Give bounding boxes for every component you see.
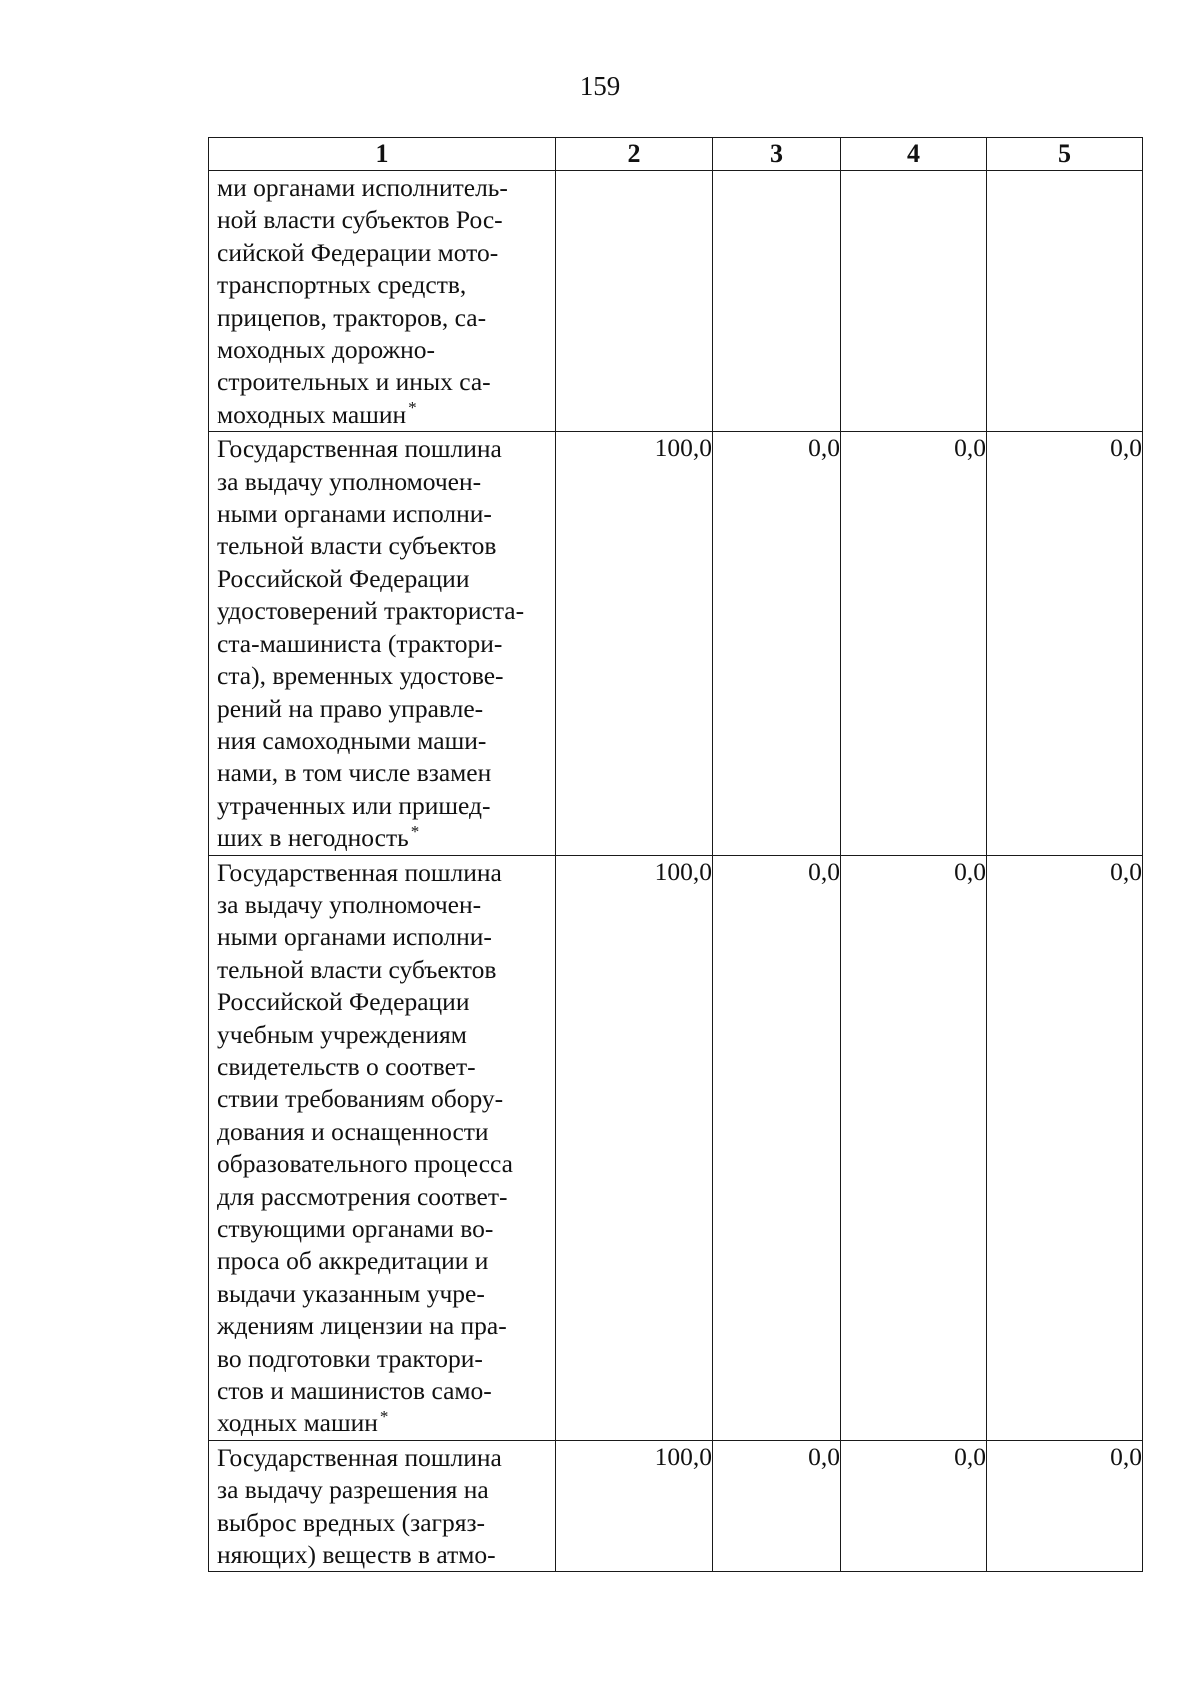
table-row <box>209 432 1143 855</box>
table-body <box>209 171 1143 1572</box>
description-line <box>217 1442 551 1474</box>
description-line <box>217 628 551 660</box>
description-line <box>217 660 551 692</box>
value-cell-col2 <box>556 171 713 432</box>
description-line <box>217 857 551 889</box>
description-line <box>217 466 551 498</box>
description-line <box>217 1019 551 1051</box>
description-line <box>217 1407 551 1439</box>
description-line-text: моходных машин <box>217 399 407 429</box>
table-header-row <box>209 138 1143 171</box>
description-line <box>217 1375 551 1407</box>
column-header-2: 2 <box>556 138 713 171</box>
description-line <box>217 954 551 986</box>
description-line <box>217 1343 551 1375</box>
value-cell-col5: 0,0 <box>987 432 1143 855</box>
footnote-mark: * <box>379 1406 389 1426</box>
description-line-text: ствующими органами во- <box>217 1214 494 1243</box>
column-header-4: 4 <box>841 138 987 171</box>
description-line <box>217 563 551 595</box>
row-description <box>209 171 555 431</box>
description-line-text: ния самоходными маши- <box>217 725 487 755</box>
description-line-text: ста), временных удостове- <box>217 661 504 691</box>
column-header-3: 3 <box>713 138 841 171</box>
description-line-text: ста-машиниста (трактори- <box>217 628 503 658</box>
description-line-text: строительных и иных са- <box>217 367 491 397</box>
description-line-text: Государственная пошлина <box>217 434 502 464</box>
description-line-text: нами, в том числе взамен <box>217 758 492 788</box>
description-line-text: ной власти субъектов Рос- <box>217 205 503 235</box>
value-cell-col3: 0,0 <box>713 855 841 1440</box>
description-line-text: стов и машинистов само- <box>217 1376 492 1406</box>
description-line-text: ными органами исполни- <box>217 922 492 952</box>
description-line-text: выброс вредных (загряз- <box>217 1507 486 1537</box>
value-cell-col2: 100,0 <box>556 432 713 855</box>
description-line-text: Государственная пошлина <box>217 1442 502 1472</box>
description-line <box>217 1083 551 1115</box>
value-cell-col3 <box>713 171 841 432</box>
description-line <box>217 1148 551 1180</box>
value-cell-col5 <box>987 171 1143 432</box>
value-cell-col4 <box>841 171 987 432</box>
description-line <box>217 1474 551 1506</box>
description-line-text: ждениям лицензии на пра- <box>217 1311 507 1341</box>
description-line <box>217 921 551 953</box>
description-line-text: выдачи указанным учре- <box>217 1278 485 1308</box>
description-line <box>217 433 551 465</box>
description-line <box>217 334 551 366</box>
row-description <box>209 856 555 1440</box>
description-line <box>217 1245 551 1277</box>
value-cell-col2: 100,0 <box>556 855 713 1440</box>
value-cell-col2: 100,0 <box>556 1440 713 1572</box>
description-line-text: рений на право управле- <box>217 693 484 723</box>
table-row <box>209 171 1143 432</box>
row-description-cell <box>209 171 556 432</box>
description-line-text: прицепов, тракторов, са- <box>217 302 487 332</box>
budget-table <box>208 137 1143 1572</box>
description-line <box>217 790 551 822</box>
page-number: 159 <box>579 71 621 101</box>
description-line <box>217 1278 551 1310</box>
description-line-text: моходных дорожно- <box>217 335 436 365</box>
table-row <box>209 855 1143 1440</box>
column-header-5: 5 <box>987 138 1143 171</box>
description-line-text: за выдачу уполномочен- <box>217 889 482 919</box>
value-cell-col3: 0,0 <box>713 1440 841 1572</box>
value-cell-col4: 0,0 <box>841 855 987 1440</box>
description-line-text: дования и оснащенности <box>217 1116 489 1146</box>
description-line-text: ших в негодность <box>217 823 409 853</box>
description-line <box>217 1213 551 1245</box>
description-line <box>217 237 551 269</box>
description-line <box>217 822 551 854</box>
value-cell-col3: 0,0 <box>713 432 841 855</box>
footnote-mark: * <box>410 821 420 841</box>
description-line-text: ходных машин <box>217 1408 378 1438</box>
description-line <box>217 269 551 301</box>
description-line <box>217 1181 551 1213</box>
description-line-text: тельной власти субъектов <box>217 954 497 984</box>
value-cell-col4: 0,0 <box>841 1440 987 1572</box>
description-line <box>217 693 551 725</box>
description-line <box>217 204 551 236</box>
row-description-cell <box>209 855 556 1440</box>
description-line-text: во подготовки трактори- <box>217 1343 483 1373</box>
description-line-text: транспортных средств, <box>217 270 467 300</box>
row-description <box>209 432 555 854</box>
description-line <box>217 595 551 627</box>
description-line-text: няющих) веществ в атмо- <box>217 1540 496 1570</box>
description-line-text: ми органами исполнитель- <box>217 173 508 202</box>
description-line-text: проса об аккредитации и <box>217 1246 489 1276</box>
description-line-text: ствии требованиям обору- <box>217 1084 504 1114</box>
description-line-text: учебным учреждениям <box>217 1019 467 1049</box>
value-cell-col4: 0,0 <box>841 432 987 855</box>
description-line <box>217 1507 551 1539</box>
description-line-text: для рассмотрения соответ- <box>217 1181 508 1211</box>
description-line <box>217 399 551 431</box>
description-line <box>217 1051 551 1083</box>
description-line <box>217 498 551 530</box>
description-line-text: удостоверений тракториста- <box>217 596 525 626</box>
description-line <box>217 757 551 789</box>
description-line <box>217 366 551 398</box>
description-line <box>217 302 551 334</box>
description-line-text: тельной власти субъектов <box>217 531 497 561</box>
description-line <box>217 172 551 204</box>
description-line-text: свидетельств о соответ- <box>217 1051 476 1081</box>
description-line-text: за выдачу уполномочен- <box>217 466 482 496</box>
description-line-text: за выдачу разрешения на <box>217 1475 489 1505</box>
row-description <box>209 1441 555 1572</box>
column-header-1: 1 <box>209 138 556 171</box>
description-line <box>217 1310 551 1342</box>
footnote-mark: * <box>408 398 417 418</box>
description-line-text: утраченных или пришед- <box>217 790 491 820</box>
description-line <box>217 530 551 562</box>
description-line <box>217 1116 551 1148</box>
description-line-text: Российской Федерации <box>217 563 470 593</box>
description-line <box>217 1539 551 1571</box>
description-line-text: Российской Федерации <box>217 987 470 1017</box>
description-line-text: сийской Федерации мото- <box>217 237 499 267</box>
value-cell-col5: 0,0 <box>987 855 1143 1440</box>
description-line-text: Государственная пошлина <box>217 857 502 887</box>
description-line <box>217 725 551 757</box>
table-row <box>209 1440 1143 1572</box>
description-line <box>217 889 551 921</box>
value-cell-col5: 0,0 <box>987 1440 1143 1572</box>
row-description-cell <box>209 432 556 855</box>
description-line <box>217 986 551 1018</box>
description-line-text: образовательного процесса <box>217 1149 514 1179</box>
row-description-cell <box>209 1440 556 1572</box>
description-line-text: ными органами исполни- <box>217 499 492 529</box>
